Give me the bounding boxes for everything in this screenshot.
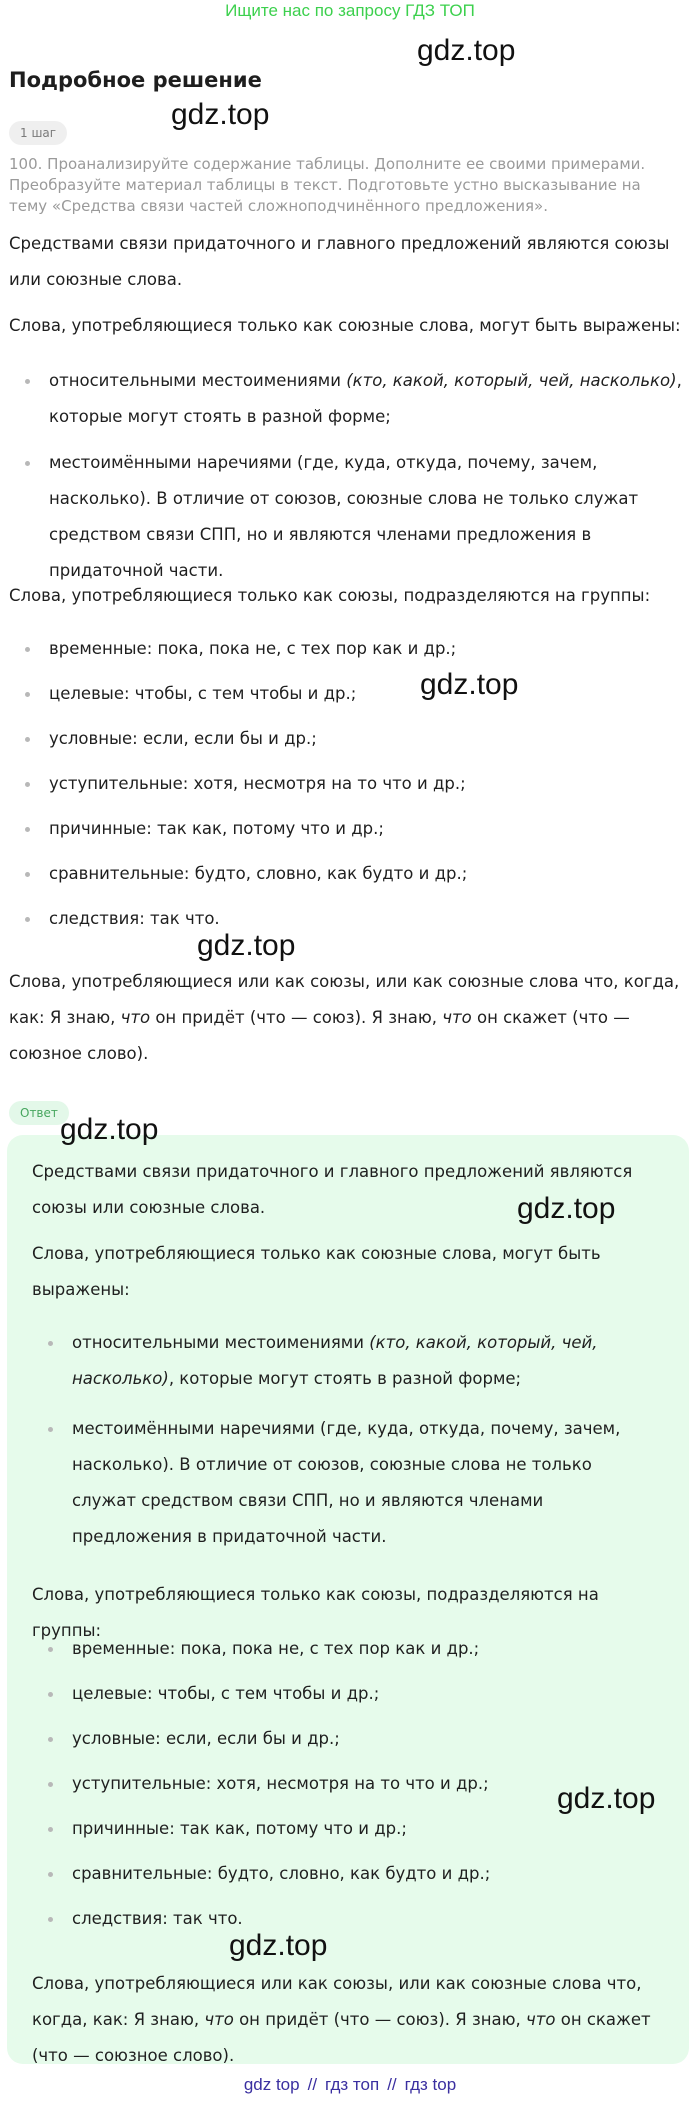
answer-intro: Средствами связи придаточного и главного предложений являются союзы или союзные слова.: [32, 1162, 633, 1217]
list-item: сравнительные: будто, словно, как будто и др.;: [32, 1856, 652, 1892]
list-item: временные: пока, пока не, с тех пор как и др.;: [9, 631, 689, 667]
watermark: gdz.top: [557, 1782, 656, 1815]
footer-link[interactable]: гдз top: [404, 2075, 457, 2094]
list-item: причинные: так как, потому что и др.;: [32, 1811, 652, 1847]
solution-heading: Подробное решение: [9, 68, 262, 92]
footer-separator: //: [387, 2075, 397, 2094]
watermark: gdz.top: [517, 1192, 616, 1225]
footer-link[interactable]: gdz top: [243, 2075, 300, 2094]
list-item: причинные: так как, потому что и др.;: [9, 811, 689, 847]
list-item: временные: пока, пока не, с тех пор как и др.;: [32, 1631, 652, 1667]
solution-intro: Средствами связи придаточного и главного предложений являются союзы или союзные слова.: [9, 234, 670, 289]
watermark: gdz.top: [171, 98, 270, 131]
answer-both-usage-text: Слова, употребляющиеся или как союзы, или как союзные слова что, когда, как: Я знаю, что он придёт (что — союз). Я знаю, что он скажет (что — союзное слово).: [32, 1974, 651, 2065]
footer-link[interactable]: гдз топ: [325, 2075, 380, 2094]
list-item: следствия: так что.: [32, 1901, 652, 1937]
answer-union-words-intro: Слова, употребляющиеся только как союзные слова, могут быть выражены:: [32, 1244, 601, 1299]
list-item: местоимёнными наречиями (где, куда, откуда, почему, зачем, насколько). В отличие от союзов, союзные слова не только служат средством связи СПП, но и являются членами предложения в придаточной части.: [9, 445, 689, 589]
answer-union-words-list: [32, 1325, 652, 1555]
list-item: уступительные: хотя, несмотря на то что и др.;: [9, 766, 689, 802]
list-item: местоимёнными наречиями (где, куда, откуда, почему, зачем, насколько). В отличие от союзов, союзные слова не только служат средством связи СПП, но и являются членами предложения в придаточной части.: [32, 1411, 652, 1555]
list-item: следствия: так что.: [9, 901, 689, 937]
list-item: сравнительные: будто, словно, как будто и др.;: [9, 856, 689, 892]
list-item: условные: если, если бы и др.;: [9, 721, 689, 757]
watermark: gdz.top: [420, 668, 519, 701]
answer-unions-intro: Слова, употребляющиеся только как союзы, подразделяются на группы:: [32, 1585, 599, 1640]
list-item: относительными местоимениями (кто, какой, который, чей, насколько), которые могут стоять в разной форме;: [9, 363, 689, 435]
step-badge: 1 шаг: [9, 121, 67, 145]
watermark: gdz.top: [60, 1113, 159, 1146]
unions-intro: Слова, употребляющиеся только как союзы, подразделяются на группы:: [9, 586, 651, 605]
watermark: gdz.top: [229, 1929, 328, 1962]
list-item: целевые: чтобы, с тем чтобы и др.;: [32, 1676, 652, 1712]
list-item: целевые: чтобы, с тем чтобы и др.;: [9, 676, 689, 712]
footer-separator: //: [307, 2075, 318, 2094]
both-usage-text: Слова, употребляющиеся или как союзы, или как союзные слова что, когда, как: Я знаю, что он придёт (что — союз). Я знаю, что он скажет (что — союзное слово).: [9, 972, 680, 1063]
answer-badge: Ответ: [9, 1101, 69, 1125]
union-words-list: [9, 363, 689, 589]
list-item: относительными местоимениями (кто, какой, который, чей, насколько), которые могут стоять в разной форме;: [32, 1325, 652, 1397]
watermark: gdz.top: [197, 929, 296, 962]
watermark: gdz.top: [417, 34, 516, 67]
union-words-intro: Слова, употребляющиеся только как союзные слова, могут быть выражены:: [9, 316, 681, 335]
list-item: уступительные: хотя, несмотря на то что и др.;: [32, 1766, 652, 1802]
unions-list: [9, 631, 689, 937]
top-banner: Ищите нас по запросу ГДЗ ТОП: [225, 1, 475, 20]
task-text: 100. Проанализируйте содержание таблицы. Дополните ее своими примерами. Преобразуйте материал таблицы в текст. Подготовьте устно высказывание на тему «Средства связи частей сложноподчинённого предложения».: [9, 155, 646, 215]
list-item: условные: если, если бы и др.;: [32, 1721, 652, 1757]
footer-links: [0, 2073, 700, 2097]
